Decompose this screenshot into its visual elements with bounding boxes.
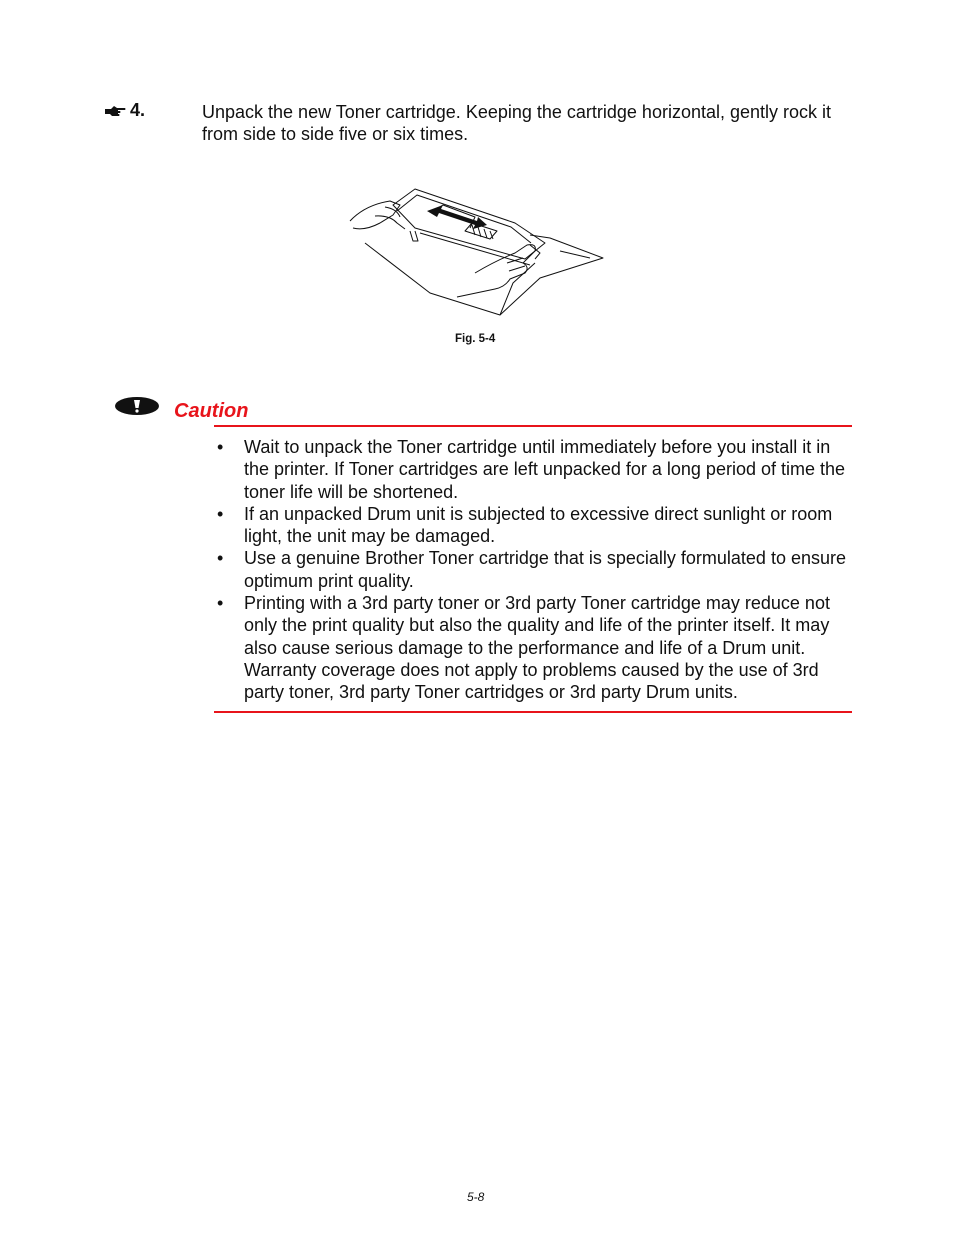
caution-top-rule	[214, 425, 852, 427]
page-number: 5-8	[467, 1190, 485, 1204]
caution-item: • Use a genuine Brother Toner cartridge that is specially formulated to ensure optimum print quality.	[214, 547, 854, 592]
caution-item: • If an unpacked Drum unit is subjected to excessive direct sunlight or room light, the unit may be damaged.	[214, 503, 854, 548]
caution-title: Caution	[174, 400, 249, 422]
step-instruction: Unpack the new Toner cartridge. Keeping the cartridge horizontal, gently rock it from side to side five or six times.	[202, 102, 832, 144]
caution-icon	[114, 396, 160, 416]
caution-item: • Wait to unpack the Toner cartridge until immediately before you install it in the printer. If Toner cartridges are left unpacked for a long period of time the toner life will be shortened.	[214, 436, 854, 503]
step-number: 4.	[130, 100, 146, 120]
toner-cartridge-illustration	[345, 183, 607, 319]
figure-caption: Fig. 5-4	[455, 333, 496, 345]
caution-list	[214, 436, 854, 704]
pointing-hand-icon	[104, 104, 126, 118]
caution-bottom-rule	[214, 711, 852, 713]
caution-item: • Printing with a 3rd party toner or 3rd party Toner cartridge may reduce not only the print quality but also the quality and life of the printer itself. It may also cause serious damage to the performance and life of a Drum unit. Warranty coverage does not apply to problems caused by the use of 3rd party toner, 3rd party Toner cartridges or 3rd party Drum units.	[214, 592, 854, 703]
step-marker	[104, 100, 145, 121]
